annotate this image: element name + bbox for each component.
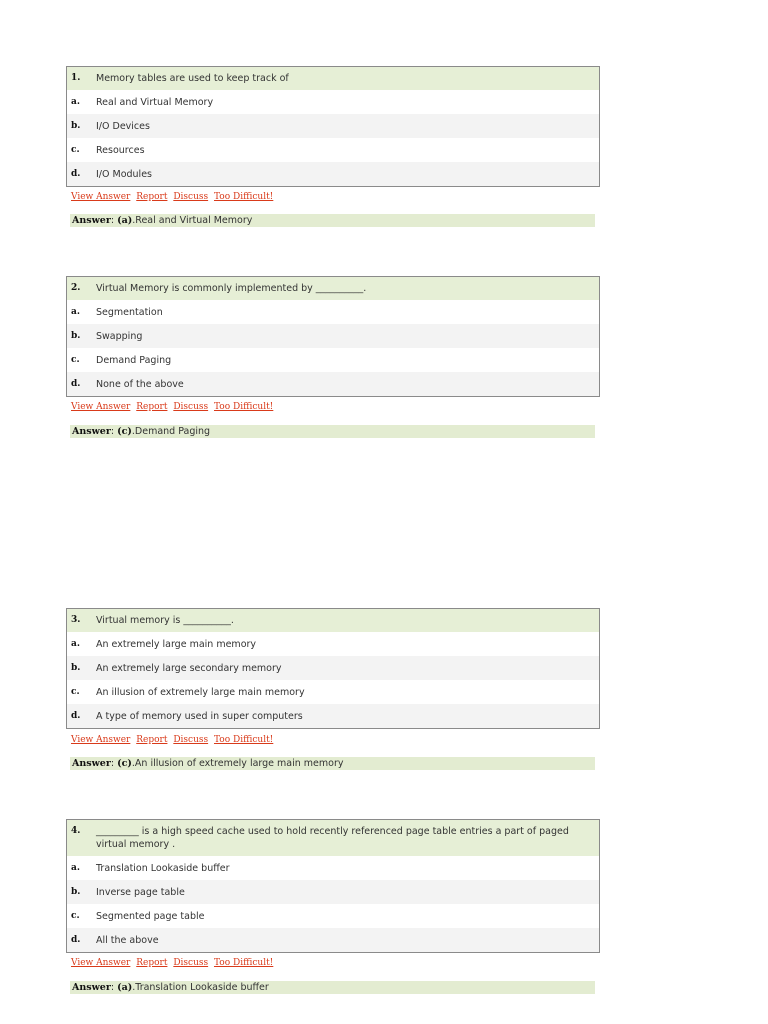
question-text: _________ is a high speed cache used to hold recently referenced page table entries a part of paged virtual memory . [96,826,569,850]
option-a[interactable] [67,632,599,656]
option-b[interactable] [67,880,599,904]
question-1-box [66,66,600,187]
too-difficult-link[interactable]: Too Difficult! [213,402,274,412]
option-letter: b. [71,331,81,341]
option-letter: b. [71,887,81,897]
report-link[interactable]: Report [136,192,168,202]
question-4-links [71,958,276,968]
report-link[interactable]: Report [136,402,168,412]
option-text: None of the above [96,378,184,390]
too-difficult-link[interactable]: Too Difficult! [213,192,274,202]
report-link[interactable]: Report [136,958,168,968]
option-c[interactable] [67,680,599,704]
question-2-box [66,276,600,397]
answer-key: (c) [117,758,132,769]
option-c[interactable] [67,138,599,162]
option-text: Segmented page table [96,910,205,922]
question-4-answer: Answer: (a).Translation Lookaside buffer [70,981,595,994]
answer-label: Answer [72,982,111,993]
option-letter: d. [71,711,81,721]
question-text: Virtual Memory is commonly implemented by __________. [96,283,367,294]
option-text: Translation Lookaside buffer [96,862,230,874]
option-letter: a. [71,307,80,317]
option-text: Real and Virtual Memory [96,96,214,108]
answer-label: Answer [72,758,111,769]
option-text: I/O Modules [96,168,152,180]
question-text: Virtual memory is __________. [96,615,234,626]
option-text: All the above [96,934,159,946]
question-2-answer: Answer: (c).Demand Paging [70,425,595,438]
discuss-link[interactable]: Discuss [173,735,209,745]
option-text: An illusion of extremely large main memory [96,686,305,698]
answer-label: Answer [72,426,111,437]
option-c[interactable] [67,348,599,372]
option-letter: c. [71,355,80,365]
option-letter: a. [71,863,80,873]
view-answer-link[interactable]: View Answer [71,958,131,968]
option-a[interactable] [67,856,599,880]
report-link[interactable]: Report [136,735,168,745]
answer-key: (c) [117,426,132,437]
option-letter: b. [71,663,81,673]
question-number: 1. [71,73,81,83]
view-answer-link[interactable]: View Answer [71,402,131,412]
answer-text: Translation Lookaside buffer [135,982,269,993]
answer-label: Answer [72,215,111,226]
answer-text: Demand Paging [134,426,211,437]
answer-text: Real and Virtual Memory [135,215,253,226]
option-letter: a. [71,97,80,107]
answer-key: (a) [117,982,133,993]
option-b[interactable] [67,114,599,138]
question-3-header [67,609,599,632]
option-letter: c. [71,145,80,155]
option-text: Segmentation [96,306,163,318]
option-a[interactable] [67,300,599,324]
option-text: Demand Paging [96,354,172,366]
answer-key: (a) [117,215,133,226]
option-letter: c. [71,911,80,921]
option-b[interactable] [67,656,599,680]
view-answer-link[interactable]: View Answer [71,735,131,745]
question-text: Memory tables are used to keep track of [96,73,289,84]
question-2-links [71,402,276,412]
question-number: 4. [71,826,81,836]
option-text: Inverse page table [96,886,185,898]
question-4-box [66,819,600,953]
question-1-answer: Answer: (a).Real and Virtual Memory [70,214,595,227]
too-difficult-link[interactable]: Too Difficult! [213,958,274,968]
option-d[interactable] [67,928,599,952]
question-3-links [71,735,276,745]
question-number: 2. [71,283,81,293]
question-2-header [67,277,599,300]
question-1-header [67,67,599,90]
option-letter: d. [71,935,81,945]
option-letter: d. [71,169,81,179]
option-b[interactable] [67,324,599,348]
option-d[interactable] [67,704,599,728]
option-letter: d. [71,379,81,389]
discuss-link[interactable]: Discuss [173,958,209,968]
option-text: Resources [96,144,145,156]
too-difficult-link[interactable]: Too Difficult! [213,735,274,745]
option-text: I/O Devices [96,120,150,132]
option-text: An extremely large secondary memory [96,662,282,674]
option-letter: c. [71,687,80,697]
option-letter: a. [71,639,80,649]
option-letter: b. [71,121,81,131]
discuss-link[interactable]: Discuss [173,402,209,412]
question-number: 3. [71,615,81,625]
option-text: A type of memory used in super computers [96,710,303,722]
option-d[interactable] [67,162,599,186]
answer-text: An illusion of extremely large main memory [134,758,344,769]
option-text: An extremely large main memory [96,638,257,650]
option-c[interactable] [67,904,599,928]
question-3-box [66,608,600,729]
question-4-header [67,820,599,856]
option-text: Swapping [96,330,143,342]
view-answer-link[interactable]: View Answer [71,192,131,202]
discuss-link[interactable]: Discuss [173,192,209,202]
question-1-links [71,192,276,202]
question-3-answer: Answer: (c).An illusion of extremely large main memory [70,757,595,770]
option-a[interactable] [67,90,599,114]
option-d[interactable] [67,372,599,396]
